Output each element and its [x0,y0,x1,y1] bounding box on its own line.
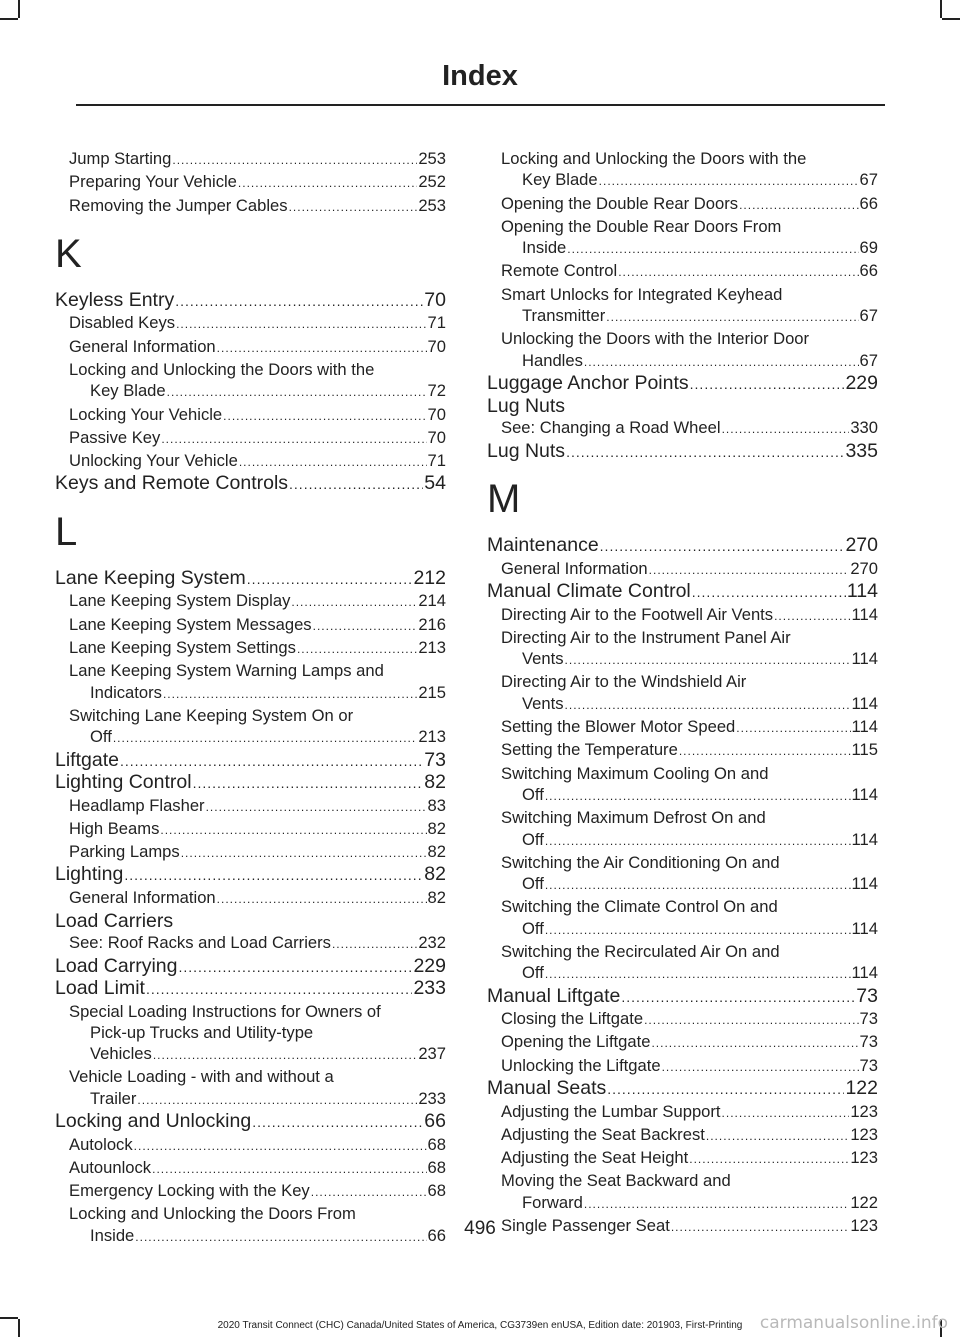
dot-leader [178,957,412,979]
entry-label: Parking Lamps [69,842,180,862]
index-entry[interactable] [55,450,446,473]
dot-leader [618,262,858,283]
index-entry[interactable] [55,312,446,335]
page-reference-link[interactable]: 215 [418,682,446,702]
page-reference-link[interactable]: 72 [427,381,446,401]
dot-leader [644,1010,858,1031]
index-entry-text: Vehicle Loading - with and without a [69,1067,334,1087]
index-entry[interactable] [55,1043,446,1066]
page-reference-link[interactable]: 115 [851,740,878,760]
page-reference-link[interactable]: 66 [424,1110,446,1133]
page-reference-link[interactable]: 229 [413,954,446,977]
dot-leader [600,536,845,558]
entry-label: Adjusting the Seat Height [501,1148,689,1168]
dot-leader [621,987,855,1009]
index-heading-entry[interactable] [487,373,878,396]
dot-leader [124,865,423,887]
entry-label: Manual Seats [487,1077,607,1099]
index-heading-entry[interactable] [55,290,446,313]
dot-leader [311,1182,427,1203]
page-title: Index [442,60,518,92]
page-reference-link[interactable]: 70 [427,404,446,424]
index-heading: Lug Nuts [487,395,566,418]
dot-leader [722,1103,850,1124]
entry-label: Setting the Temperature [501,740,678,760]
dot-leader [649,560,850,581]
index-entry[interactable] [487,305,878,328]
entry-label: Inside [90,1225,135,1245]
index-entry-text: Switching the Recirculated Air On and [501,942,780,962]
dot-leader [567,239,858,260]
index-heading-entry[interactable] [55,568,446,591]
page-reference-link[interactable]: 82 [427,842,446,862]
page-reference-link[interactable]: 335 [845,439,878,462]
page-number: 496 [464,1218,496,1239]
index-entry[interactable] [487,716,878,739]
dot-leader [217,338,427,359]
page-reference-link[interactable]: 237 [418,1044,446,1064]
dot-leader [545,786,851,807]
dot-leader [774,606,850,627]
entry-label: Off [522,784,544,804]
dot-leader [706,1126,849,1147]
dot-leader [297,639,417,660]
index-entry-text: Directing Air to the Windshield Air [501,672,747,692]
dot-leader [291,592,417,613]
page-reference-link[interactable]: 70 [427,336,446,356]
page-reference-link[interactable]: 122 [850,1192,878,1212]
entry-label: See: Roof Racks and Load Carriers [69,933,331,953]
index-entry-text: Moving the Seat Backward and [501,1171,731,1191]
index-entry[interactable] [487,193,878,216]
entry-label: Maintenance [487,534,599,557]
page-reference-link[interactable]: 82 [427,887,446,907]
page-reference-link[interactable]: 123 [850,1101,878,1121]
entry-label: Key Blade [522,170,598,190]
page-reference-link[interactable]: 68 [427,1181,446,1201]
index-heading-entry[interactable] [55,772,446,795]
page-reference-link[interactable]: 123 [850,1148,878,1168]
index-entry[interactable] [55,336,446,359]
index-entry[interactable] [487,260,878,283]
entry-label: Indicators [90,682,162,702]
index-entry[interactable] [487,237,878,260]
crop-mark-top-right [940,0,942,18]
page-reference-link[interactable]: 232 [418,933,446,953]
index-entry[interactable] [487,784,878,807]
dot-leader [545,875,851,896]
index-entry[interactable] [55,1157,446,1180]
dot-leader [690,374,845,396]
page-reference-link[interactable]: 66 [427,1225,446,1245]
index-entry[interactable] [55,404,446,427]
index-entry[interactable] [55,195,446,218]
page-reference-link[interactable]: 66 [859,193,878,213]
index-entry-text: Switching the Air Conditioning On and [501,852,780,872]
dot-leader [206,797,427,818]
page-reference-link[interactable]: 67 [859,306,878,326]
entry-label: See: Changing a Road Wheel [501,418,721,438]
index-entry[interactable] [487,1192,878,1215]
entry-label: Vehicles [90,1044,152,1064]
index-column-left [55,148,446,1248]
page-reference-link[interactable]: 122 [845,1077,878,1099]
entry-label: Closing the Liftgate [501,1009,644,1029]
index-entry-text: Switching Maximum Cooling On and [501,763,769,783]
index-entry[interactable] [55,1134,446,1157]
dot-leader [193,773,424,795]
page-reference-link[interactable]: 114 [851,874,878,894]
index-entry-text: Locking and Unlocking the Doors with the [501,149,807,168]
page-reference-link[interactable]: 213 [418,727,446,747]
dot-leader [545,964,851,985]
dot-leader [599,171,859,192]
entry-label: Adjusting the Seat Backrest [501,1124,705,1144]
index-entry-text: Smart Unlocks for Integrated Keyhead [501,284,783,304]
entry-label: Off [90,727,112,747]
index-entry[interactable] [487,873,878,896]
entry-label: Lug Nuts [487,439,566,462]
page-reference-link[interactable]: 67 [859,350,878,370]
entry-label: Locking Your Vehicle [69,404,223,424]
index-entry-text: Special Loading Instructions for Owners of [69,1001,381,1021]
page-reference-link[interactable]: 69 [859,238,878,258]
index-entry[interactable] [487,604,878,627]
page-reference-link[interactable]: 70 [427,427,446,447]
section-letter: L [55,509,78,554]
entry-label: Lighting Control [55,771,192,794]
page-reference-link[interactable]: 114 [851,829,878,849]
index-entry[interactable] [487,693,878,716]
index-heading-entry[interactable] [487,441,878,464]
entry-label: Off [522,963,544,983]
dot-leader [113,728,417,749]
entry-label: Keyless Entry [55,288,175,311]
dot-leader [137,1090,417,1111]
entry-label: Lighting [55,863,124,886]
page-reference-link[interactable]: 66 [859,261,878,281]
index-entry[interactable] [487,1101,878,1124]
entry-label: Directing Air to the Footwell Air Vents [501,604,774,624]
index-entry-text: Opening the Double Rear Doors From [501,216,782,236]
dot-leader [313,616,418,637]
index-entry[interactable] [55,427,446,450]
page-reference-link[interactable]: 67 [859,170,878,190]
entry-label: Remote Control [501,261,618,281]
page-reference-link[interactable]: 70 [424,288,446,311]
index-entry[interactable] [55,795,446,818]
dot-leader [289,474,423,496]
index-entry[interactable] [55,148,446,171]
index-entry[interactable] [55,726,446,749]
dot-leader [545,920,851,941]
entry-label: Locking and Unlocking [55,1110,252,1133]
dot-leader [176,314,426,335]
dot-leader [332,934,417,955]
dot-leader [134,1136,427,1157]
dot-leader [172,150,417,171]
dot-leader [167,382,427,403]
dot-leader [566,442,844,464]
entry-label: Keys and Remote Controls [55,472,289,495]
entry-label: Unlocking Your Vehicle [69,451,238,471]
page-reference-link[interactable]: 114 [851,963,878,983]
index-entry[interactable] [55,590,446,613]
entry-label: Disabled Keys [69,313,176,333]
index-entry-text: Switching the Climate Control On and [501,897,778,917]
entry-label: Unlocking the Liftgate [501,1055,661,1075]
dot-leader [692,582,846,604]
dot-leader [739,195,858,216]
index-entry[interactable] [55,380,446,403]
entry-label: Removing the Jumper Cables [69,195,288,215]
page-reference-link[interactable]: 212 [413,566,446,589]
index-entry[interactable] [487,648,878,671]
dot-leader [545,831,851,852]
index-entry[interactable] [55,614,446,637]
index-heading-entry[interactable] [55,473,446,496]
entry-label: Off [522,874,544,894]
dot-leader [565,650,851,671]
index-entry[interactable] [55,1180,446,1203]
page-reference-link[interactable]: 114 [851,693,878,713]
dot-leader [662,1057,859,1078]
entry-label: Key Blade [90,381,166,401]
page-reference-link[interactable]: 82 [424,771,446,794]
index-entry[interactable] [487,1147,878,1170]
index-heading-entry[interactable] [55,978,446,1001]
dot-leader [679,741,851,762]
entry-label: Opening the Double Rear Doors [501,193,739,213]
dot-leader [223,406,426,427]
entry-label: Luggage Anchor Points [487,371,689,394]
entry-label: Jump Starting [69,149,172,168]
page-reference-link[interactable]: 73 [856,984,878,1007]
entry-label: Opening the Liftgate [501,1032,651,1052]
page-reference-link[interactable]: 82 [424,863,446,886]
page-reference-link[interactable]: 73 [859,1055,878,1075]
entry-label: Vents [522,649,564,669]
page-reference-link[interactable]: 253 [418,149,446,168]
dot-leader [607,1079,844,1101]
index-entry[interactable] [487,350,878,373]
index-entry[interactable] [487,1008,878,1031]
page-reference-link[interactable]: 114 [851,784,878,804]
dot-leader [651,1033,858,1054]
index-entry-text: Pick-up Trucks and Utility-type [90,1022,314,1042]
page-reference-link[interactable]: 68 [427,1157,446,1177]
page-reference-link[interactable]: 270 [850,558,878,578]
index-entry-text: Locking and Unlocking the Doors From [69,1204,356,1224]
crop-mark-top-left [0,18,18,20]
page-reference-link[interactable]: 123 [850,1124,878,1144]
page-reference-link[interactable]: 114 [851,649,878,669]
entry-label: Vents [522,693,564,713]
index-entry[interactable] [487,918,878,941]
page-reference-link[interactable]: 252 [418,172,446,192]
entry-label: Manual Liftgate [487,984,621,1007]
entry-label: Setting the Blower Motor Speed [501,717,736,737]
index-entry[interactable] [487,558,878,581]
index-heading: Load Carriers [55,910,174,933]
entry-label: General Information [501,558,648,578]
dot-leader [217,889,427,910]
entry-label: Lane Keeping System [55,566,246,589]
entry-label: Load Carrying [55,954,178,977]
page-reference-link[interactable]: 229 [845,371,878,394]
entry-label: Off [522,829,544,849]
entry-label: Passive Key [69,427,161,447]
entry-label: Headlamp Flasher [69,795,205,815]
page-reference-link[interactable]: 82 [427,818,446,838]
page-reference-link[interactable]: 233 [418,1088,446,1108]
index-heading-entry[interactable] [55,864,446,887]
dot-leader [722,419,850,440]
dot-leader [163,684,417,705]
entry-label: General Information [69,336,216,356]
index-heading-entry[interactable] [55,1111,446,1134]
index-entry[interactable] [487,962,878,985]
index-heading-entry[interactable] [487,1078,878,1101]
page-reference-link[interactable]: 233 [413,977,446,1000]
page-reference-link[interactable]: 123 [850,1215,878,1235]
dot-leader [153,1045,418,1066]
dot-leader [239,452,427,473]
entry-label: Lane Keeping System Settings [69,638,296,658]
entry-label: General Information [69,887,216,907]
index-entry[interactable] [487,739,878,762]
page-reference-link[interactable]: 68 [427,1134,446,1154]
index-heading-entry[interactable] [487,581,878,604]
page-reference-link[interactable]: 73 [424,748,446,771]
index-entry[interactable] [487,417,878,440]
dot-leader [736,718,850,739]
page-reference-link[interactable]: 83 [427,795,446,815]
dot-leader [289,197,418,218]
footer-text: 2020 Transit Connect (CHC) Canada/United States of America, CG3739en enUSA, Edition date: 201903, First-Printing [217,1320,743,1331]
entry-label: Liftgate [55,748,119,771]
dot-leader [120,751,423,773]
entry-label: Handles [522,350,583,370]
index-entry[interactable] [487,1031,878,1054]
index-entry-text: Locking and Unlocking the Doors with the [69,359,375,379]
page-reference-link[interactable]: 330 [850,418,878,438]
page-reference-link[interactable]: 73 [859,1032,878,1052]
page-reference-link[interactable]: 270 [845,534,878,557]
index-entry[interactable] [55,887,446,910]
entry-label: Manual Climate Control [487,580,691,603]
dot-leader [252,1112,423,1134]
entry-label: Adjusting the Lumbar Support [501,1101,721,1121]
entry-label: Lane Keeping System Display [69,591,291,611]
index-heading-entry[interactable] [487,535,878,558]
dot-leader [181,843,427,864]
entry-label: Single Passenger Seat [501,1215,670,1235]
page-reference-link[interactable]: 114 [851,604,878,624]
entry-label: High Beams [69,818,160,838]
entry-label: Autolock [69,1134,133,1154]
entry-label: Lane Keeping System Messages [69,614,312,634]
entry-label: Transmitter [522,306,606,326]
index-entry[interactable] [55,637,446,660]
dot-leader [606,307,858,328]
index-entry[interactable] [55,171,446,194]
index-entry-text: Directing Air to the Instrument Panel Air [501,627,791,647]
index-heading-entry[interactable] [487,986,878,1009]
index-column-right [487,148,878,1238]
index-entry[interactable] [55,932,446,955]
watermark: carmanualsonline.info [759,1313,948,1333]
section-letter: K [55,231,82,276]
page-reference-link[interactable]: 71 [427,313,446,333]
entry-label: Emergency Locking with the Key [69,1181,310,1201]
dot-leader [584,352,859,373]
entry-label: Trailer [90,1088,137,1108]
crop-mark-bottom-left [0,1317,18,1319]
crop-mark-top-left [18,0,20,18]
index-entry[interactable] [487,169,878,192]
dot-leader [689,1149,849,1170]
page-reference-link[interactable]: 216 [418,614,446,634]
index-entry-text: Switching Maximum Defrost On and [501,808,766,828]
page-reference-link[interactable]: 54 [424,472,446,495]
index-entry[interactable] [55,1088,446,1111]
page-reference-link[interactable]: 73 [859,1009,878,1029]
page-reference-link[interactable]: 114 [846,580,878,603]
index-heading-entry[interactable] [55,750,446,773]
dot-leader [146,979,412,1001]
dot-leader [160,820,426,841]
dot-leader [565,695,851,716]
crop-mark-top-right [942,18,960,20]
entry-label: Forward [522,1192,583,1212]
index-entry[interactable] [487,1124,878,1147]
dot-leader [152,1159,426,1180]
dot-leader [247,569,413,591]
index-entry[interactable] [55,818,446,841]
entry-label: Autounlock [69,1157,152,1177]
dot-leader [161,429,426,450]
index-heading-entry[interactable] [55,956,446,979]
dot-leader [584,1194,849,1215]
index-entry-text: Switching Lane Keeping System On or [69,705,354,725]
entry-label: Load Limit [55,977,145,1000]
dot-leader [238,173,417,194]
index-entry[interactable] [55,841,446,864]
section-letter: M [487,477,521,522]
page-reference-link[interactable]: 213 [418,638,446,658]
page-reference-link[interactable]: 214 [418,591,446,611]
entry-label: Inside [522,238,567,258]
entry-label: Preparing Your Vehicle [69,172,237,192]
page-reference-link[interactable]: 114 [851,717,878,737]
page-reference-link[interactable]: 114 [851,918,878,938]
page-reference-link[interactable]: 71 [427,451,446,471]
entry-label: Off [522,918,544,938]
index-entry-text: Lane Keeping System Warning Lamps and [69,661,384,681]
index-entry-text: Unlocking the Doors with the Interior Door [501,329,810,349]
dot-leader [175,291,423,313]
index-entry[interactable] [487,829,878,852]
page-reference-link[interactable]: 253 [418,195,446,215]
header-rule [76,104,885,106]
index-entry[interactable] [55,682,446,705]
index-entry[interactable] [487,1055,878,1078]
